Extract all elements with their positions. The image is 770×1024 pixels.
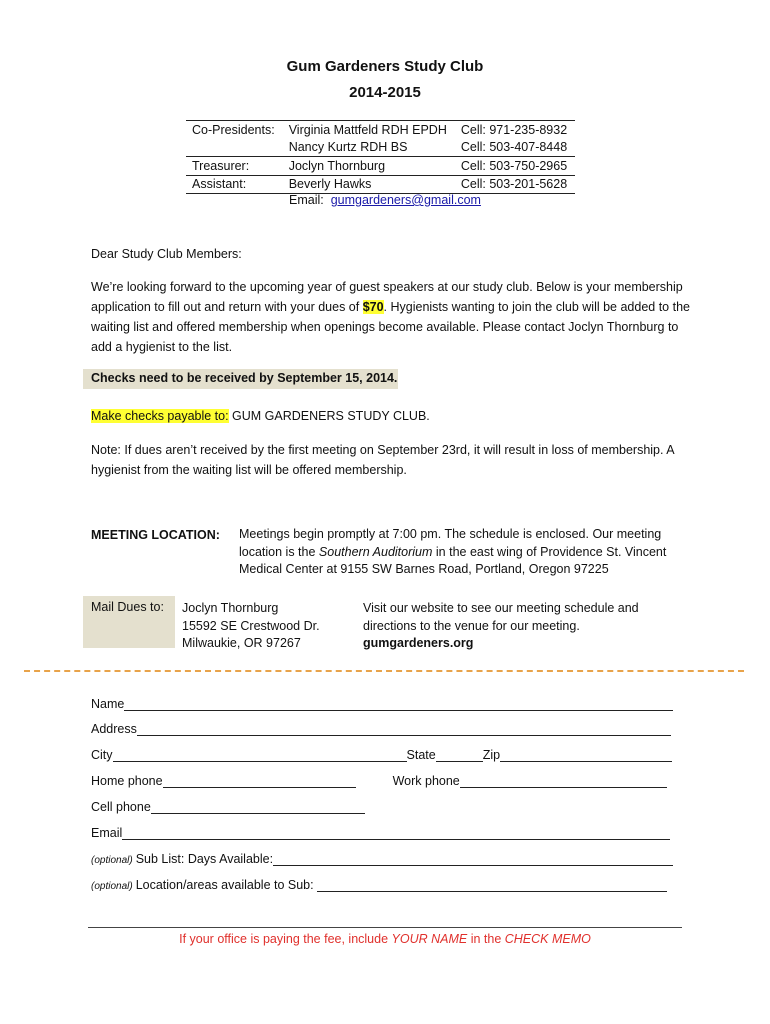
sub-list-label: Sub List: Days Available: (135, 852, 274, 866)
city-label: City (91, 748, 113, 762)
mail-address (182, 600, 320, 653)
zip-field[interactable] (500, 749, 672, 762)
intro-paragraph (91, 277, 691, 357)
officer-row (186, 157, 575, 176)
form-row-sub-days (91, 850, 673, 866)
email-field-label: Email (91, 826, 123, 840)
footer-text-c: in the (467, 932, 505, 946)
officer-role (186, 139, 283, 157)
form-row-sub-locations (91, 876, 667, 892)
state-field[interactable] (436, 749, 483, 762)
cut-line (24, 670, 744, 672)
club-title: Gum Gardeners Study Club (286, 58, 484, 75)
officer-cell: Cell: 503-201-5628 (455, 175, 575, 194)
mail-street: 15592 SE Crestwood Dr. (182, 618, 320, 633)
form-row-phones (91, 772, 667, 788)
club-year: 2014-2015 (349, 84, 421, 101)
officer-cell: Cell: 971-235-8932 (455, 121, 575, 139)
officer-role: Treasurer: (186, 157, 283, 176)
state-label: State (406, 748, 436, 762)
cell-phone-label: Cell phone (91, 800, 151, 814)
work-phone-label: Work phone (392, 774, 460, 788)
optional-tag: (optional) (91, 881, 133, 892)
cell-phone-field[interactable] (151, 801, 365, 814)
intro-text-b: . Hygienists wanting to join the club will be added to the waiting list and offered membership when openings become available. Please contact Joclyn Thornburg to add a hygienist to the list. (91, 300, 690, 354)
website-info (363, 600, 683, 653)
intro-text-a: We’re looking forward to the upcoming year of guest speakers at our study club. Below is your membership application to fill out and return with your dues of (91, 280, 683, 314)
city-field[interactable] (113, 749, 407, 762)
meeting-text-a: Meetings begin promptly at 7:00 pm. The schedule is enclosed. Our meeting location is the (239, 527, 662, 559)
home-phone-label: Home phone (91, 774, 163, 788)
check-memo-note (0, 932, 770, 946)
address-field[interactable] (137, 723, 671, 736)
optional-tag: (optional) (91, 855, 133, 866)
email-field[interactable] (122, 827, 670, 840)
meeting-venue: Southern Auditorium (318, 544, 433, 559)
checks-deadline: Checks need to be received by September 15, 2014. (91, 371, 398, 385)
officer-row (186, 121, 575, 139)
home-phone-field[interactable] (163, 775, 356, 788)
mail-dues-label: Mail Dues to: (91, 600, 164, 614)
officer-name: Beverly Hawks (283, 175, 455, 194)
form-row-cell (91, 798, 365, 814)
footer-text-a: If your office is paying the fee, include (179, 932, 392, 946)
club-email (289, 193, 481, 207)
dues-note: Note: If dues aren’t received by the first meeting on September 23rd, it will result in loss of membership. A hygienist from the waiting list will be offered membership. (91, 443, 674, 477)
sub-days-field[interactable] (273, 853, 673, 866)
dues-amount: $70 (362, 300, 384, 314)
sub-locations-field[interactable] (317, 879, 667, 892)
officer-cell: Cell: 503-750-2965 (455, 157, 575, 176)
zip-label: Zip (482, 748, 501, 762)
officer-name: Joclyn Thornburg (283, 157, 455, 176)
email-link[interactable]: gumgardeners@gmail.com (330, 193, 481, 207)
payable-label: Make checks payable to: (91, 409, 229, 423)
officer-role: Co-Presidents: (186, 121, 283, 139)
payable-line (91, 406, 691, 426)
mail-city: Milwaukie, OR 97267 (182, 636, 301, 650)
meeting-location-text (239, 526, 689, 579)
name-label: Name (91, 697, 125, 711)
form-row-address (91, 720, 671, 736)
address-label: Address (91, 722, 137, 736)
footer-rule (88, 927, 682, 928)
meeting-location-label: MEETING LOCATION: (91, 528, 220, 542)
footer-your-name: YOUR NAME (391, 932, 468, 946)
officer-name: Nancy Kurtz RDH BS (283, 139, 455, 157)
website-link[interactable]: gumgardeners.org (363, 636, 474, 650)
officers-table (186, 120, 575, 194)
meeting-text-b: in the east wing of Providence St. Vincent Medical Center at 9155 SW Barnes Road, Portland, Oregon 97225 (239, 544, 667, 576)
email-label: Email: (289, 193, 324, 207)
officer-cell: Cell: 503-407-8448 (455, 139, 575, 157)
website-text: Visit our website to see our meeting schedule and directions to the venue for our meeting. (363, 601, 639, 633)
payable-to: GUM GARDENERS STUDY CLUB. (228, 409, 430, 423)
footer-check-memo: CHECK MEMO (504, 932, 591, 946)
form-row-city (91, 746, 672, 762)
officer-role: Assistant: (186, 175, 283, 194)
name-field[interactable] (124, 698, 673, 711)
officer-row (186, 175, 575, 194)
work-phone-field[interactable] (460, 775, 667, 788)
form-row-name (91, 695, 673, 711)
greeting: Dear Study Club Members: (91, 247, 242, 261)
officer-name: Virginia Mattfeld RDH EPDH (283, 121, 455, 139)
location-sub-label: Location/areas available to Sub: (135, 878, 314, 892)
officer-row (186, 139, 575, 157)
form-row-email (91, 824, 670, 840)
mail-name: Joclyn Thornburg (182, 601, 279, 615)
